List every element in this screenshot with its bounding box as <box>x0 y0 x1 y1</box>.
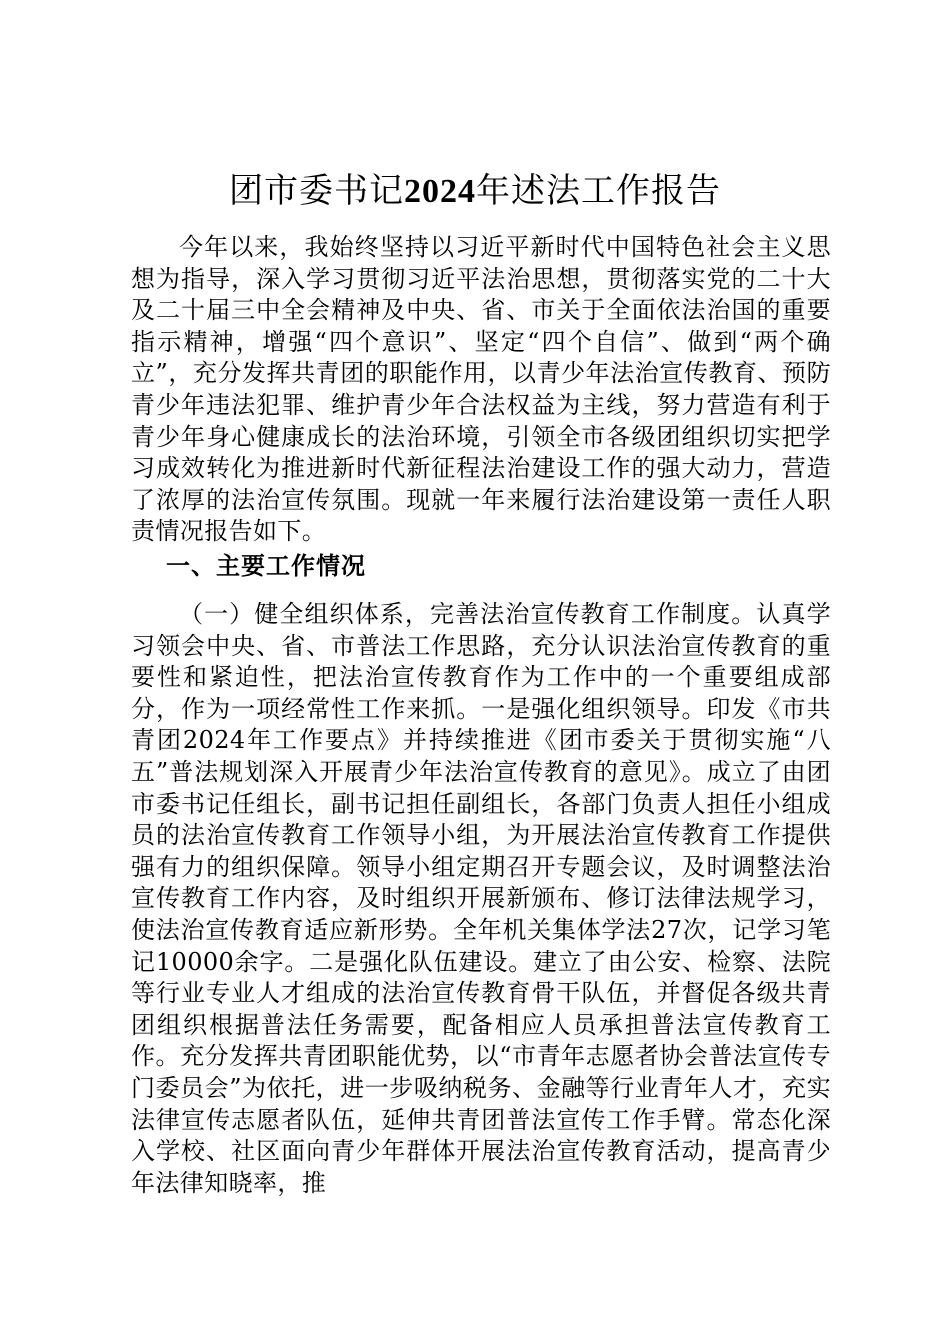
section-heading: 一、主要工作情况 <box>166 552 366 580</box>
title-suffix: 年述法工作报告 <box>476 171 721 211</box>
title-prefix: 团市委书记 <box>229 171 404 211</box>
intro-paragraph: 今年以来，我始终坚持以习近平新时代中国特色社会主义思想为指导，深入学习贯彻习近平法治思想，贯彻落实党的二十大及二十届三中全会精神及中央、省、市关于全面依法治国的重要指示精神，增强“四个意识”、坚定“四个自信”、做到“两个确立”，充分发挥共青团的职能作用，以青少年法治宣传教育、预防青少年违法犯罪、维护青少年合法权益为主线，努力营造有利于青少年身心健康成长的法治环境，引领全市各级团组织切实把学习成效转化为推进新时代新征程法治建设工作的强大动力，营造了浓厚的法治宣传氛围。现就一年来履行法治建设第一责任人职责情况报告如下。 <box>131 233 831 546</box>
body-paragraph: （一）健全组织体系，完善法治宣传教育工作制度。认真学习领会中央、省、市普法工作思路，充分认识法治宣传教育的重要性和紧迫性，把法治宣传教育作为工作中的一个重要组成部分，作为一项经常性工作来抓。一是强化组织领导。印发《市共青团2024年工作要点》并持续推进《团市委关于贯彻实施“八五”普法规划深入开展青少年法治宣传教育的意见》。成立了由团市委书记任组长，副书记担任副组长，各部门负责人担任小组成员的法治宣传教育工作领导小组，为开展法治宣传教育工作提供强有力的组织保障。领导小组定期召开专题会议，及时调整法治宣传教育工作内容，及时组织开展新颁布、修订法律法规学习，使法治宣传教育适应新形势。全年机关集体学法27次，记学习笔记10000余字。二是强化队伍建设。建立了由公安、检察、法院等行业专业人才组成的法治宣传教育骨干队伍，并督促各级共青团组织根据普法任务需要，配备相应人员承担普法宣传教育工作。充分发挥共青团职能优势，以“市青年志愿者协会普法宣传专门委员会”为依托，进一步吸纳税务、金融等行业青年人才，充实法律宣传志愿者队伍，延伸共青团普法宣传工作手臂。常态化深入学校、社区面向青少年群体开展法治宣传教育活动，提高青少年法律知晓率，推 <box>131 600 831 1197</box>
document-title <box>0 165 950 218</box>
title-year: 2024 <box>404 173 476 210</box>
